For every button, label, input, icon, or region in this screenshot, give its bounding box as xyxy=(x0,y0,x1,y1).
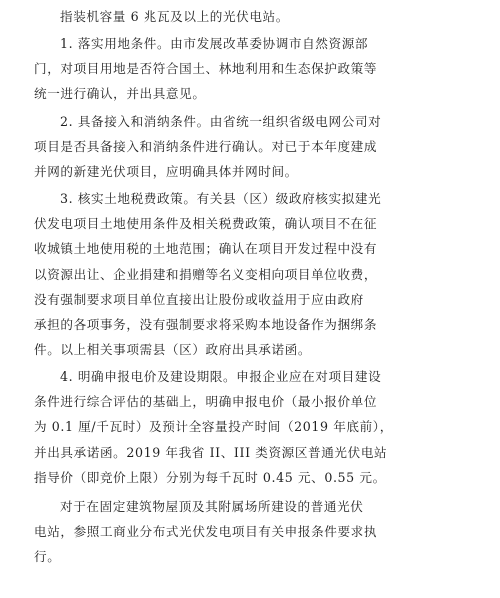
text-line: 以资源出让、企业捐建和捐赠等名义变相向项目单位收费， xyxy=(34,266,378,282)
text-line: 统一进行确认，并出具意见。 xyxy=(34,86,206,102)
paragraph-item-3-tax xyxy=(34,186,476,362)
text-line: 收城镇土地使用税的土地范围；确认在项目开发过程中没有 xyxy=(34,241,378,257)
text-line: 指装机容量 6 兆瓦及以上的光伏电站。 xyxy=(60,9,289,24)
text-line: 1. 落实用地条件。由市发展改革委协调市自然资源部 xyxy=(60,36,369,51)
text-line: 承担的各项事务，没有强制要求将采购本地设备作为捆绑条 xyxy=(34,317,378,333)
paragraph-intro xyxy=(34,4,476,29)
text-line: 4. 明确申报电价及建设期限。申报企业应在对项目建设 xyxy=(60,369,382,384)
paragraph-item-2-grid xyxy=(34,109,476,185)
paragraph-item-4-price xyxy=(34,364,476,490)
text-line: 电站，参照工商业分布式光伏发电项目有关申报条件要求执 xyxy=(34,524,378,540)
text-line: 指导价（即竞价上限）分别为每千瓦时 0.45 元、0.55 元。 xyxy=(34,469,386,485)
text-line: 伏发电项目土地使用条件及相关税费政策，确认项目不在征 xyxy=(34,216,378,232)
paragraph-rooftop xyxy=(34,494,476,570)
text-line: 并出具承诺函。2019 年我省 II、III 类资源区普通光伏电站 xyxy=(34,444,388,460)
text-line: 行。 xyxy=(34,549,61,565)
text-line: 项目是否具备接入和消纳条件进行确认。对已于本年度建成 xyxy=(34,139,378,155)
text-line: 并网的新建光伏项目，应明确具体并网时间。 xyxy=(34,164,298,180)
text-line: 2. 具备接入和消纳条件。由省统一组织省级电网公司对 xyxy=(60,114,382,129)
text-line: 3. 核实土地税费政策。有关县（区）级政府核实拟建光 xyxy=(60,191,382,206)
text-line: 对于在固定建筑物屋顶及其附属场所建设的普通光伏 xyxy=(60,499,364,514)
text-line: 门，对项目用地是否符合国土、林地利用和生态保护政策等 xyxy=(34,61,378,77)
text-line: 条件进行综合评估的基础上，明确申报电价（最小报价单位 xyxy=(34,394,378,410)
paragraph-item-1-land xyxy=(34,31,476,107)
text-line: 没有强制要求项目单位直接出让股份或收益用于应由政府 xyxy=(34,291,364,307)
text-line: 为 0.1 厘/千瓦时）及预计全容量投产时间（2019 年底前）， xyxy=(34,419,393,435)
text-line: 件。以上相关事项需县（区）政府出具承诺函。 xyxy=(34,342,312,358)
